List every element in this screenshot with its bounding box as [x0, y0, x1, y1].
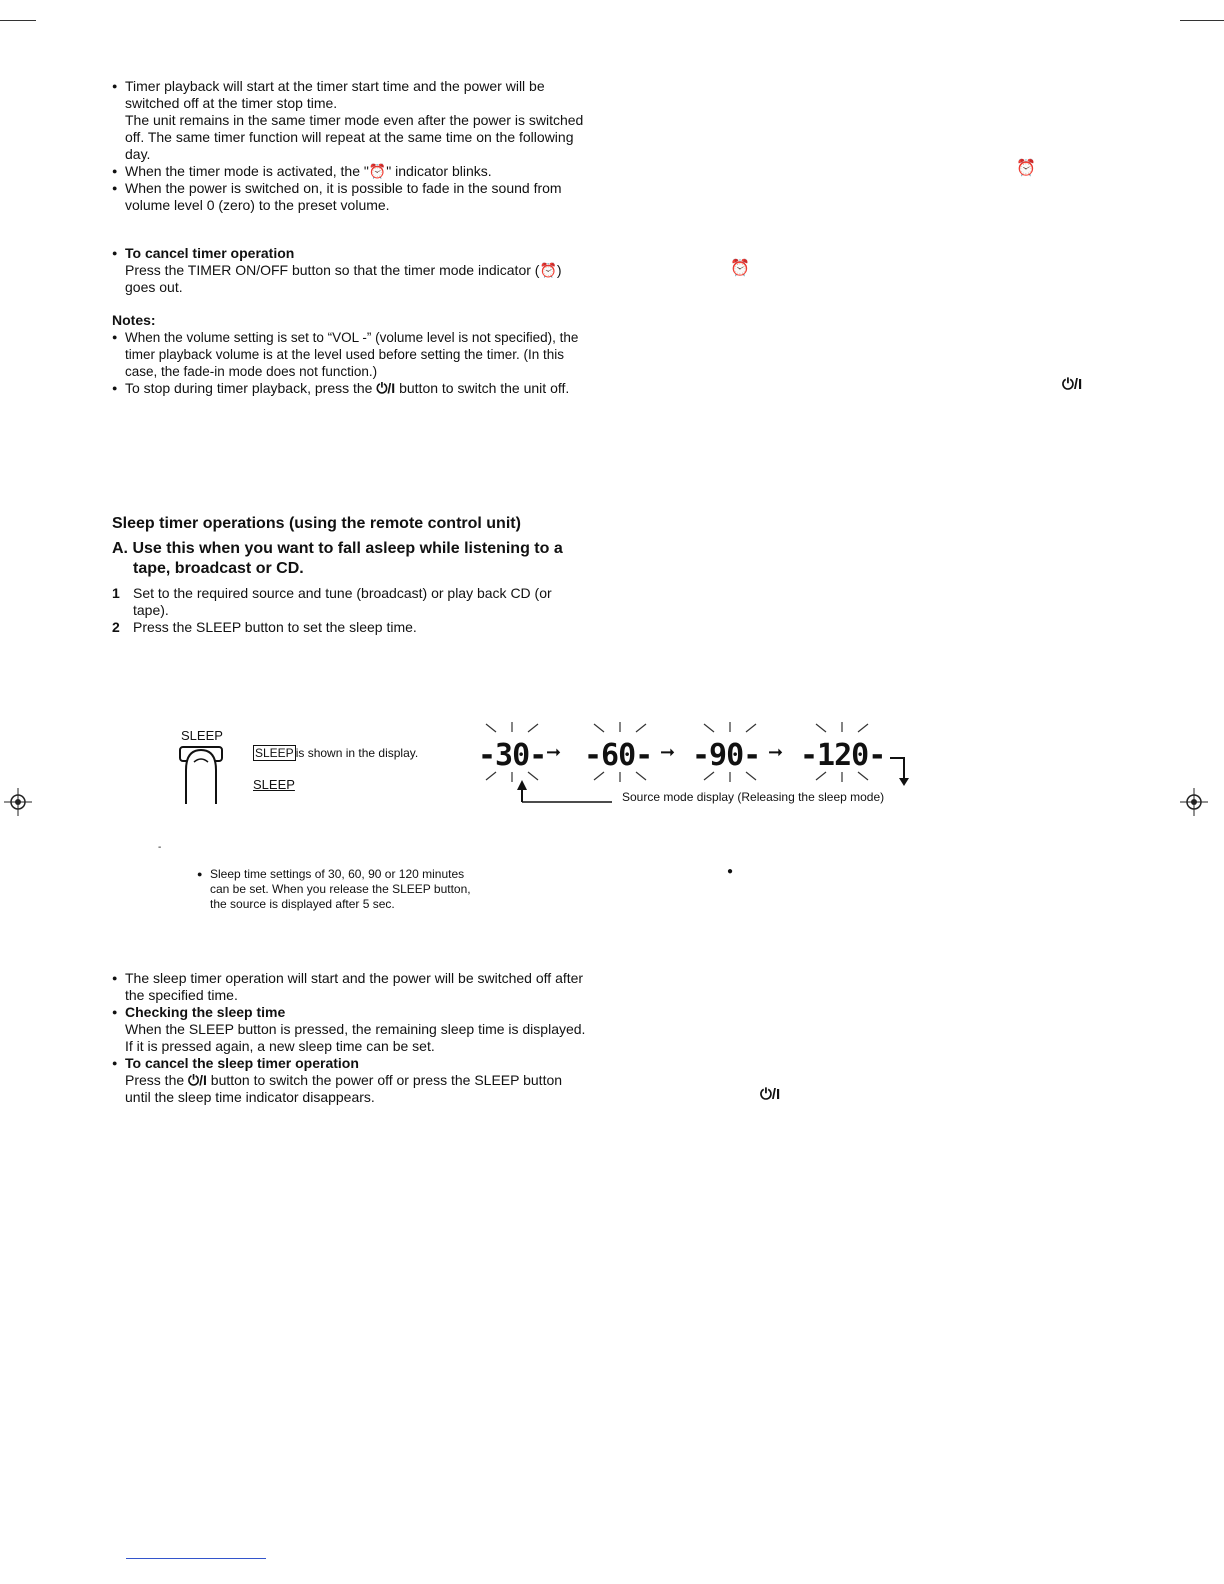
timer-icon: ⏰ [368, 163, 387, 179]
timer-icon: ⏰ [1016, 160, 1036, 177]
registration-mark-right [1180, 788, 1208, 816]
bullet-item: ● When the timer mode is activated, the "⏰" indicator blinks. [112, 163, 588, 180]
source-caption: Source mode display (Releasing the sleep mode) [622, 790, 885, 804]
bullet-item: ● The sleep timer operation will start and the power will be switched off after the specified time. [112, 970, 588, 1004]
sleep-button-label: SLEEP [181, 728, 223, 743]
lcd-120: -120- [800, 738, 886, 773]
registration-mark-left [4, 788, 32, 816]
power-icon: ⏻/I [760, 1086, 781, 1103]
notes-title: Notes: [112, 312, 156, 328]
sleep-underlined-label: SLEEP [253, 777, 295, 792]
cancel-sleep-title: ● To cancel the sleep timer operation [112, 1055, 588, 1072]
arrow-right-icon: ➞ [768, 742, 784, 762]
notes-block [112, 312, 588, 397]
sleep-section [112, 514, 588, 636]
step-item: 1 Set to the required source and tune (broadcast) or play back CD (or tape). [112, 585, 552, 618]
power-icon: ⏻/I [376, 380, 396, 396]
sleep-bullets [112, 970, 588, 1106]
finger-press-icon [178, 744, 226, 806]
check-sleep-title: ● Checking the sleep time [112, 1004, 588, 1021]
power-icon: ⏻/I [188, 1072, 207, 1088]
sleep-heading: Sleep timer operations (using the remote control unit) [112, 515, 521, 532]
footer-rule [126, 1558, 266, 1559]
tick-mark: - [158, 842, 162, 853]
arrow-right-icon: ➞ [546, 742, 562, 762]
lcd-60: -60- [584, 738, 653, 773]
sleep-settings-note: ● Sleep time settings of 30, 60, 90 or 120 minutes can be set. When you release the SLEEP button, the source is displayed after 5 sec. [197, 867, 472, 912]
sleep-subheading-line2: tape, broadcast or CD. [133, 560, 304, 577]
crop-mark-top-left [0, 20, 36, 21]
step-item: 2 Press the SLEEP button to set the sleep time. [112, 619, 417, 635]
timer-icon: ⏰ [730, 260, 750, 277]
cancel-sleep-text: Press the ⏻/I button to switch the power off or press the SLEEP button until the sleep time indicator disappears. [125, 1072, 563, 1105]
power-icon: ⏻/I [1062, 376, 1083, 393]
cancel-timer-block [112, 245, 588, 296]
arrow-right-icon: ➞ [660, 742, 676, 762]
sleep-display-tag: SLEEP [255, 746, 294, 760]
bullet-dot: ● [727, 866, 734, 877]
lcd-90: -90- [692, 738, 761, 773]
lcd-30: -30- [478, 738, 547, 773]
bullet-item: ● Timer playback will start at the timer start time and the power will be switched off at the timer stop time. The unit remains in the same timer mode even after the power is switched off. The same timer function will repeat at the same time on the following day. [112, 78, 588, 163]
cancel-timer-title: ● To cancel timer operation [112, 245, 588, 262]
display-note: SLEEP is shown in the display. [255, 746, 419, 760]
timer-bullets [112, 78, 588, 214]
timer-icon: ⏰ [539, 262, 557, 278]
cancel-timer-text: Press the TIMER ON/OFF button so that the timer mode indicator (⏰) goes out. [125, 262, 562, 295]
check-sleep-text: When the SLEEP button is pressed, the remaining sleep time is displayed. If it is pressed again, a new sleep time can be set. [125, 1021, 586, 1054]
bullet-item: ● When the power is switched on, it is possible to fade in the sound from volume level 0 (zero) to the preset volume. [112, 180, 588, 214]
sleep-subheading: A. Use this when you want to fall asleep while listening to a [112, 540, 563, 557]
note-item: ● To stop during timer playback, press the ⏻/I button to switch the unit off. [112, 380, 588, 397]
crop-mark-top-right [1180, 20, 1224, 21]
note-item: ● When the volume setting is set to “VOL -” (volume level is not specified), the timer playback volume is at the level used before setting the timer. (In this case, the fade-in mode does not function.) [112, 329, 588, 380]
